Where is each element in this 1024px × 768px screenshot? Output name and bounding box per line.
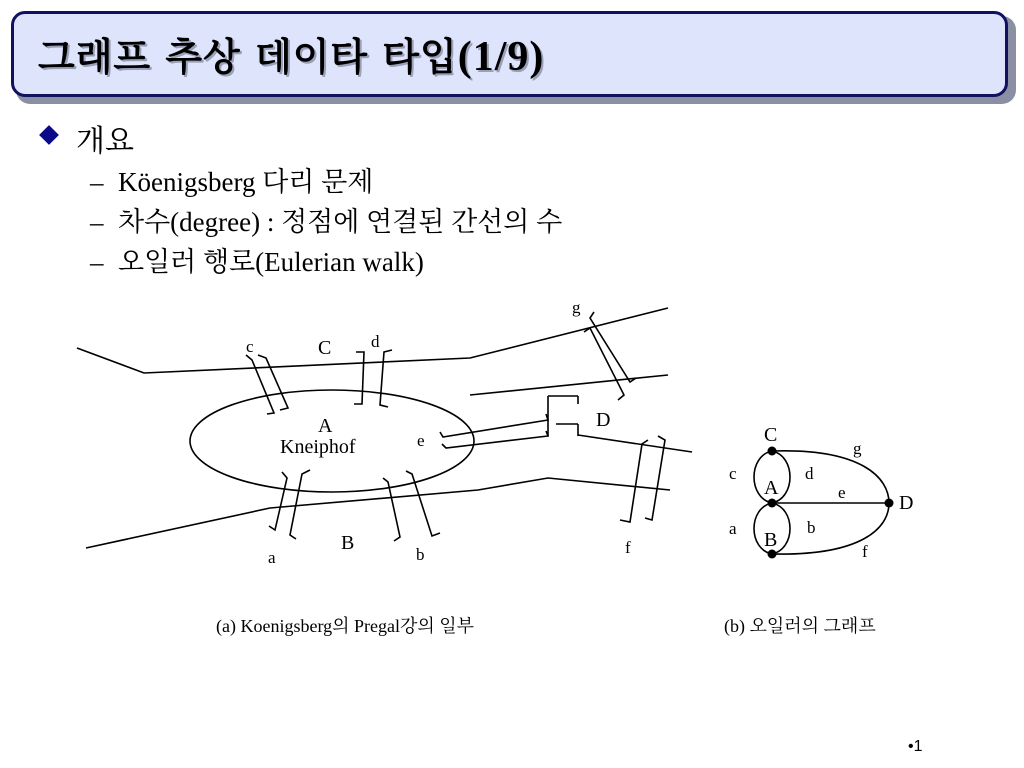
- river-bank-south: [86, 478, 670, 548]
- bridge-e-label: e: [417, 431, 425, 450]
- river-bank-middle-north: [470, 375, 668, 395]
- dash-bullet-icon: –: [90, 247, 104, 277]
- overview-heading-text: 개요: [76, 124, 134, 159]
- edge-e-label: e: [838, 483, 846, 502]
- page-number: •1: [908, 738, 923, 755]
- bridge-d: [354, 350, 392, 407]
- vertex-b-label: B: [764, 529, 778, 551]
- slide-title-main: 그래프 추상 데이타 타입: [38, 35, 458, 79]
- bridge-g: [584, 312, 636, 400]
- edge-a-label: a: [729, 519, 737, 538]
- slide-title-number: (1/9): [457, 34, 545, 80]
- vertex-c-label: C: [764, 424, 778, 446]
- bridge-g-label: g: [572, 298, 581, 317]
- bullet-item-1-text: Köenigsberg 다리 문제: [118, 167, 374, 197]
- bridge-b-label: b: [416, 545, 425, 564]
- bullet-item-2-text: 차수(degree) : 정점에 연결된 간선의 수: [118, 207, 563, 237]
- bridge-f-label: f: [625, 538, 631, 557]
- river-bank-middle-south: [578, 435, 692, 452]
- vertex-d-label: D: [899, 492, 914, 514]
- edge-c-label: c: [729, 464, 737, 483]
- bullet-item-3-text: 오일러 행로(Eulerian walk): [118, 247, 424, 277]
- vertex-c: [768, 447, 777, 456]
- island-a-label: A: [318, 415, 333, 437]
- vertex-d: [885, 499, 894, 508]
- caption-figure-b: (b) 오일러의 그래프: [724, 616, 876, 636]
- dash-bullet-icon: –: [90, 167, 104, 197]
- dash-bullet-icon: –: [90, 207, 104, 237]
- region-c-label: C: [318, 337, 332, 359]
- river-map-labels: [246, 298, 631, 567]
- bridge-c: [246, 355, 288, 414]
- bridge-c-label: c: [246, 337, 254, 356]
- island-name-label: Kneiphof: [280, 436, 356, 458]
- edge-b-label: b: [807, 518, 816, 537]
- edge-g-label: g: [853, 439, 862, 458]
- bridge-b: [383, 471, 440, 541]
- region-b-label: B: [341, 532, 355, 554]
- edge-d-label: d: [805, 464, 814, 483]
- bridge-f: [620, 436, 665, 522]
- edge-f-label: f: [862, 542, 868, 561]
- caption-figure-a: (a) Koenigsberg의 Pregal강의 일부: [216, 616, 475, 636]
- region-d-label: D: [596, 409, 611, 431]
- bridge-e: [440, 396, 578, 448]
- bridge-a-label: a: [268, 548, 276, 567]
- vertex-a-label: A: [764, 477, 779, 499]
- bridge-d-label: d: [371, 332, 380, 351]
- vertex-a: [768, 499, 777, 508]
